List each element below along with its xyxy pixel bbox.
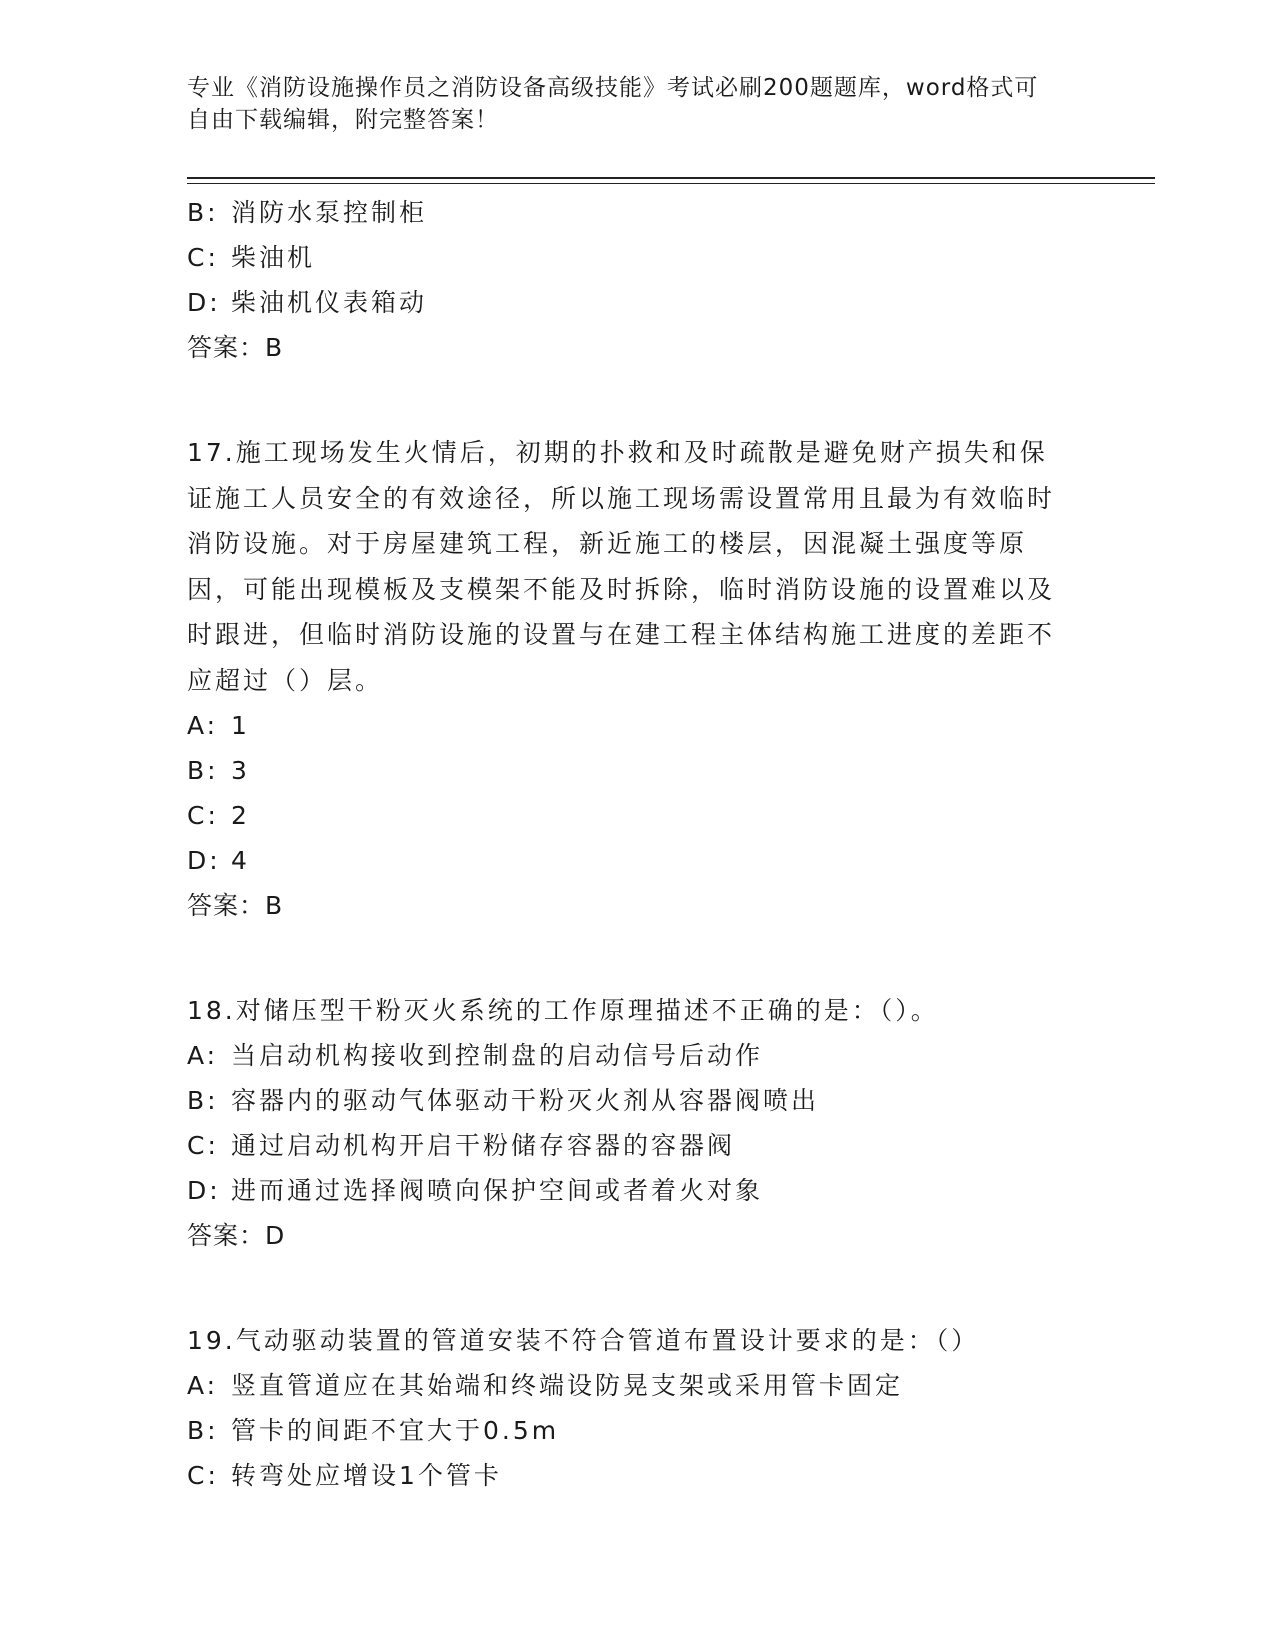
option-text: 3	[231, 756, 250, 785]
option-d	[187, 280, 1087, 325]
option-a	[187, 1363, 1087, 1408]
option-label: B:	[187, 198, 219, 227]
option-text: 消防水泵控制柜	[231, 198, 428, 227]
option-label: C:	[187, 1131, 219, 1160]
option-d	[187, 1168, 1087, 1213]
header-title-line-1: 专业《消防设施操作员之消防设备高级技能》考试必刷200题题库，word格式可	[187, 75, 1039, 101]
answer-line: 答案：D	[187, 1221, 286, 1250]
answer-line: 答案：B	[187, 333, 284, 362]
option-d	[187, 838, 1087, 883]
option-b	[187, 1408, 1087, 1453]
option-label: B:	[187, 756, 219, 785]
option-text: 柴油机仪表箱动	[231, 288, 428, 317]
option-text: 2	[231, 801, 250, 830]
option-b	[187, 1078, 1087, 1123]
option-label: C:	[187, 243, 219, 272]
option-text: 1	[231, 711, 250, 740]
question-stem: 17.施工现场发生火情后，初期的扑救和及时疏散是避免财产损失和保证施工人员安全的有效途径，所以施工现场需设置常用且最为有效临时消防设施。对于房屋建筑工程，新近施工的楼层，因混凝土强度等原因，可能出现模板及支模架不能及时拆除，临时消防设施的设置难以及时跟进，但临时消防设施的设置与在建工程主体结构施工进度的差距不应超过（）层。	[187, 438, 1056, 695]
option-label: D:	[187, 288, 221, 317]
option-text: 进而通过选择阀喷向保护空间或者着火对象	[231, 1176, 764, 1205]
option-a	[187, 1033, 1087, 1078]
question-19	[187, 1318, 1087, 1498]
option-label: A:	[187, 711, 219, 740]
question-17	[187, 430, 1087, 928]
option-text: 容器内的驱动气体驱动干粉灭火剂从容器阀喷出	[231, 1086, 820, 1115]
option-label: B:	[187, 1086, 219, 1115]
question-18	[187, 988, 1087, 1258]
question-stem: 18.对储压型干粉灭火系统的工作原理描述不正确的是：（）。	[187, 996, 939, 1025]
option-text: 管卡的间距不宜大于0.5m	[231, 1416, 560, 1445]
option-b	[187, 748, 1087, 793]
option-text: 转弯处应增设1个管卡	[231, 1461, 502, 1490]
header-divider	[187, 177, 1155, 184]
answer-line: 答案：B	[187, 891, 284, 920]
option-label: A:	[187, 1041, 219, 1070]
option-text: 竖直管道应在其始端和终端设防晃支架或采用管卡固定	[231, 1371, 904, 1400]
option-label: D:	[187, 1176, 221, 1205]
question-16-tail	[187, 190, 1087, 370]
option-label: C:	[187, 1461, 219, 1490]
option-text: 柴油机	[231, 243, 316, 272]
option-c	[187, 1123, 1087, 1168]
option-c	[187, 1453, 1087, 1498]
document-header	[187, 72, 1067, 136]
option-c	[187, 793, 1087, 838]
question-list	[187, 190, 1087, 1498]
option-text: 通过启动机构开启干粉储存容器的容器阀	[231, 1131, 736, 1160]
option-label: D:	[187, 846, 221, 875]
option-b	[187, 190, 1087, 235]
header-title-line-2: 自由下载编辑，附完整答案！	[187, 107, 499, 133]
option-text: 当启动机构接收到控制盘的启动信号后动作	[231, 1041, 764, 1070]
option-c	[187, 235, 1087, 280]
option-label: C:	[187, 801, 219, 830]
question-stem: 19.气动驱动装置的管道安装不符合管道布置设计要求的是：（）	[187, 1326, 980, 1355]
option-a	[187, 703, 1087, 748]
option-label: B:	[187, 1416, 219, 1445]
option-text: 4	[231, 846, 250, 875]
option-label: A:	[187, 1371, 219, 1400]
